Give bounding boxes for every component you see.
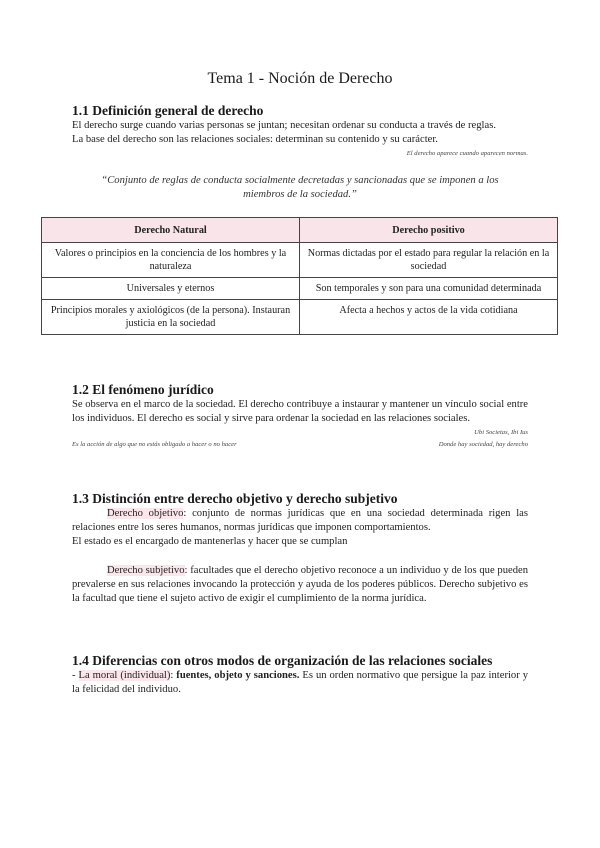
table-cell: Son temporales y son para una comunidad determinada bbox=[300, 278, 558, 300]
section-1-2 bbox=[72, 382, 528, 448]
side-note: Donde hay sociedad, hay derecho bbox=[438, 440, 528, 448]
section-heading: 1.4 Diferencias con otros modos de organización de las relaciones sociales bbox=[72, 653, 493, 668]
paragraph-text: : facultades que el derecho objetivo reconoce a un individuo y de los que pueden prevalerse en sus relaciones invocando la protección y ayuda de los poderes públicos. Derecho subjetivo es la facultad que tiene el sujeto activo de exigir el cumplimiento de la norma jurídica. bbox=[72, 564, 529, 605]
page-title: Tema 1 - Noción de Derecho bbox=[207, 70, 393, 87]
section-1-1 bbox=[72, 103, 528, 162]
table-cell: Universales y eternos bbox=[42, 278, 300, 300]
section-heading: 1.3 Distinción entre derecho objetivo y derecho subjetivo bbox=[72, 491, 398, 506]
term-highlight: Derecho objetivo bbox=[107, 508, 184, 519]
dash: - bbox=[72, 670, 79, 681]
paragraph-text: Es un orden normativo que persigue la paz interior y la felicidad del individuo. bbox=[72, 670, 529, 696]
bold-text: fuentes, objeto y sanciones. bbox=[176, 670, 300, 681]
paragraph-text: : conjunto de normas jurídicas que en una sociedad determinada rigen las relaciones entre los seres humanos, normas jurídicas que imponen comportamientos. bbox=[72, 508, 529, 534]
section-1-4 bbox=[72, 653, 528, 697]
table-cell: Afecta a hechos y actos de la vida cotidiana bbox=[300, 300, 558, 335]
paragraph bbox=[72, 669, 528, 697]
table-row bbox=[42, 278, 558, 300]
side-note: Es la acción de algo que no estás obligado a hacer o no hacer bbox=[72, 440, 237, 448]
table-header: Derecho positivo bbox=[300, 218, 558, 243]
section-1-3 bbox=[72, 491, 528, 606]
side-note: El derecho aparece cuando aparecen normas. bbox=[406, 150, 528, 158]
section-heading: 1.2 El fenómeno jurídico bbox=[72, 382, 214, 397]
table-cell: Valores o principios en la conciencia de los hombres y la naturaleza bbox=[42, 243, 300, 278]
table-header: Derecho Natural bbox=[42, 218, 300, 243]
table-row bbox=[42, 243, 558, 278]
table-cell: Principios morales y axiológicos (de la persona). Instauran justicia en la sociedad bbox=[42, 300, 300, 335]
paragraph bbox=[72, 507, 528, 535]
table-cell: Normas dictadas por el estado para regular la relación en la sociedad bbox=[300, 243, 558, 278]
definition-quote: “Conjunto de reglas de conducta socialmente decretadas y sancionadas que se imponen a los miembros de la sociedad.” bbox=[101, 175, 499, 200]
comparison-table bbox=[41, 217, 558, 335]
table-row bbox=[42, 300, 558, 335]
term-highlight: La moral (individual) bbox=[78, 670, 171, 681]
paragraph bbox=[72, 564, 528, 607]
paragraph: El estado es el encargado de mantenerlas y hacer que se cumplan bbox=[72, 536, 348, 548]
paragraph: Se observa en el marco de la sociedad. El derecho contribuye a instaurar y mantener un vínculo social entre los individuos. El derecho es social y sirve para ordenar la sociedad en las relaciones sociales. bbox=[72, 399, 528, 425]
term-highlight: Derecho subjetivo bbox=[107, 564, 185, 576]
paragraph: La base del derecho son las relaciones sociales: determinan su contenido y su carácter. bbox=[72, 134, 438, 146]
paragraph: El derecho surge cuando varias personas se juntan; necesitan ordenar su conducta a través de reglas. bbox=[72, 120, 496, 131]
section-heading: 1.1 Definición general de derecho bbox=[72, 103, 264, 118]
side-note: Ubi Societas, Ibi Ius bbox=[474, 429, 528, 437]
colon: : bbox=[170, 670, 177, 681]
